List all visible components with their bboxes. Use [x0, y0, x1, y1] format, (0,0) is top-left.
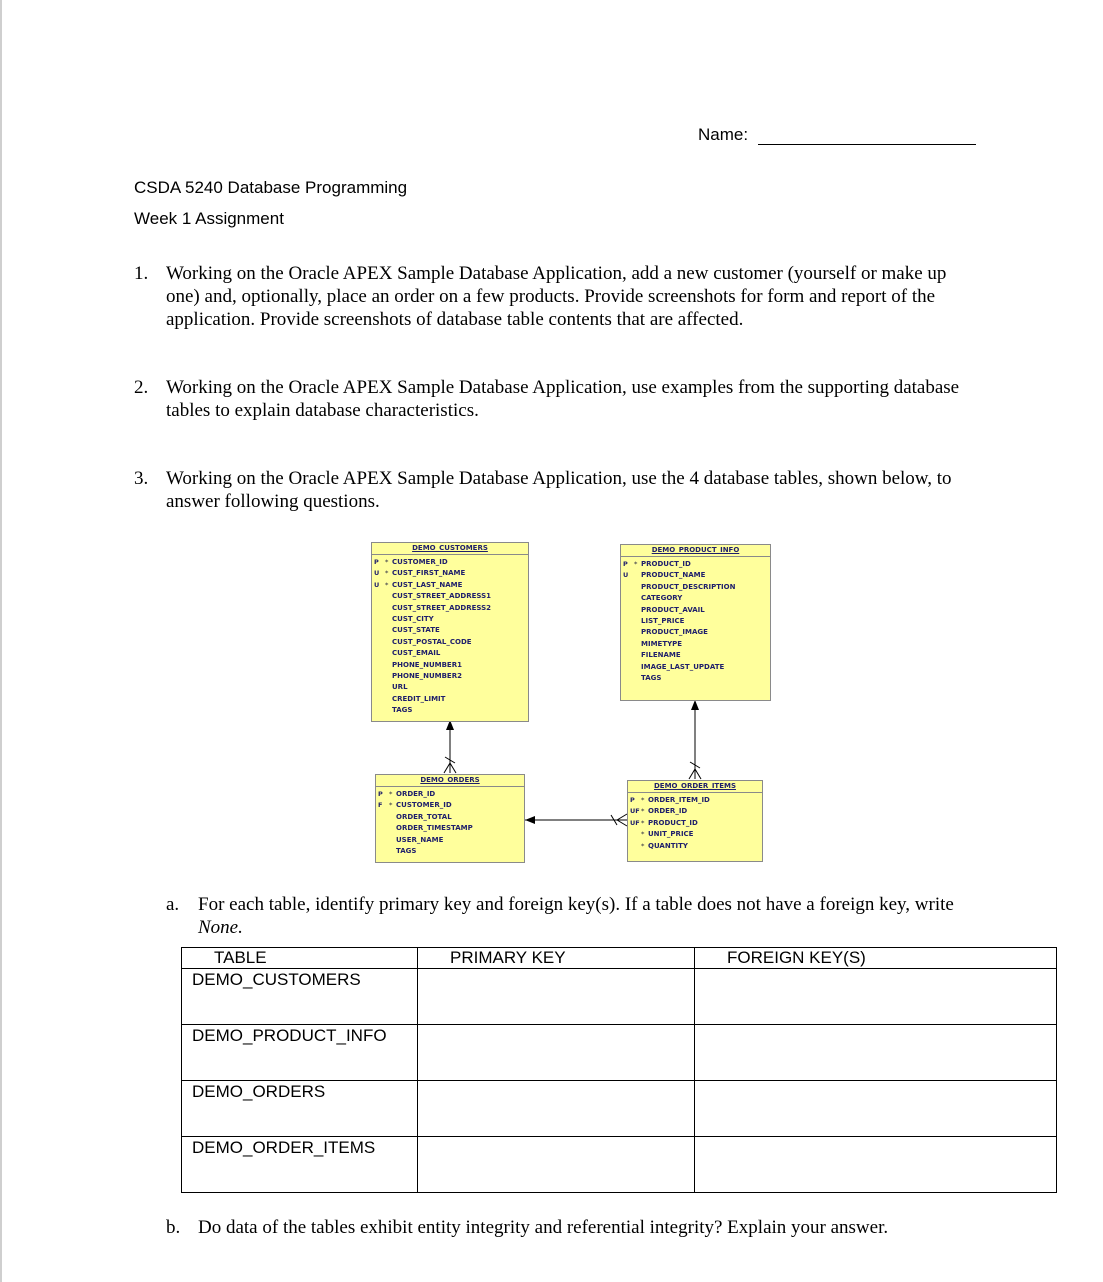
entity-name: DEMO_PRODUCT_INFO	[621, 545, 770, 557]
assignment-title: Week 1 Assignment	[134, 209, 284, 228]
primary-key-cell[interactable]	[418, 1081, 695, 1137]
column-name: LIST_PRICE	[641, 616, 685, 625]
entity-columns	[621, 557, 770, 684]
question-text: Working on the Oracle APEX Sample Database Application, use the 4 database tables, shown below, to answer following questions.	[166, 468, 952, 512]
part-text: Do data of the tables exhibit entity integrity and referential integrity? Explain your answer.	[198, 1217, 889, 1238]
required-flag: *	[385, 569, 389, 578]
entity-column	[621, 570, 770, 581]
table-name-cell: DEMO_ORDERS	[182, 1081, 418, 1137]
column-name: CUST_EMAIL	[392, 649, 441, 658]
table-name-cell: DEMO_ORDER_ITEMS	[182, 1137, 418, 1193]
entity-column	[372, 603, 528, 614]
required-flag: *	[641, 807, 645, 816]
column-name: PHONE_NUMBER2	[392, 671, 462, 680]
question-number: 3.	[134, 468, 149, 489]
crows-foot-mark	[695, 769, 701, 779]
entity-column	[372, 648, 528, 659]
question-number: 2.	[134, 377, 149, 398]
table-header-row	[182, 948, 1057, 969]
crows-foot-mark	[444, 763, 450, 773]
column-name: ORDER_TIMESTAMP	[396, 824, 473, 833]
entity-column	[621, 559, 770, 570]
required-flag: *	[385, 558, 389, 566]
entity-column	[621, 662, 770, 673]
column-name: ORDER_ID	[648, 807, 688, 816]
entity-column	[376, 835, 524, 846]
crows-foot-mark	[617, 814, 627, 820]
entity-column	[628, 818, 762, 829]
column-name: IMAGE_LAST_UPDATE	[641, 662, 725, 671]
entity-name: DEMO_CUSTOMERS	[372, 543, 528, 555]
course-title: CSDA 5240 Database Programming	[134, 178, 408, 197]
table-row	[182, 969, 1057, 1025]
required-flag: *	[385, 580, 389, 589]
part-label: a.	[166, 894, 180, 915]
table-row	[182, 1081, 1057, 1137]
table-row	[182, 1025, 1057, 1081]
key-flag: F	[378, 801, 383, 810]
column-name: CUSTOMER_ID	[396, 801, 452, 810]
key-flag: UF	[630, 818, 640, 827]
column-name: PRODUCT_NAME	[641, 571, 706, 580]
keys-table	[181, 947, 1057, 1193]
entity-column	[621, 673, 770, 684]
column-name: PRODUCT_ID	[648, 818, 698, 827]
required-flag: *	[641, 830, 645, 839]
column-name: CUST_STATE	[392, 626, 440, 635]
entity-column	[621, 650, 770, 661]
entity-column	[372, 671, 528, 682]
column-name: QUANTITY	[648, 841, 688, 850]
entity-column	[376, 823, 524, 834]
entity-demo-product-info	[620, 544, 771, 701]
entity-columns	[372, 555, 528, 716]
column-name: CUST_CITY	[392, 614, 434, 623]
key-flag: U	[374, 580, 380, 589]
primary-key-cell[interactable]	[418, 1025, 695, 1081]
part-text-italic: None.	[198, 917, 243, 938]
required-flag: *	[634, 560, 638, 568]
key-flag: P	[374, 558, 379, 566]
entity-column	[628, 806, 762, 817]
entity-column	[376, 846, 524, 857]
key-flag: U	[374, 569, 380, 578]
entity-column	[621, 593, 770, 604]
column-name: PHONE_NUMBER1	[392, 660, 462, 669]
entity-column	[372, 568, 528, 579]
entity-column	[372, 614, 528, 625]
column-name: CREDIT_LIMIT	[392, 694, 446, 703]
entity-column	[372, 557, 528, 568]
column-name: CUST_FIRST_NAME	[392, 569, 466, 578]
entity-column	[372, 580, 528, 591]
entity-column	[621, 627, 770, 638]
entity-column	[621, 639, 770, 650]
column-name: CUST_LAST_NAME	[392, 580, 463, 589]
column-name: ORDER_TOTAL	[396, 812, 452, 821]
key-flag: U	[623, 571, 629, 580]
entity-column	[376, 800, 524, 811]
column-name: MIMETYPE	[641, 639, 683, 648]
required-flag: *	[389, 801, 393, 810]
column-name: PRODUCT_AVAIL	[641, 605, 705, 614]
entity-column	[372, 694, 528, 705]
column-name: USER_NAME	[396, 835, 444, 844]
column-name: CUST_POSTAL_CODE	[392, 637, 472, 646]
entity-column	[372, 682, 528, 693]
name-label: Name:	[698, 125, 749, 144]
key-flag: P	[630, 796, 635, 804]
foreign-keys-cell[interactable]	[695, 969, 1057, 1025]
column-name: PRODUCT_IMAGE	[641, 628, 708, 637]
primary-key-cell[interactable]	[418, 969, 695, 1025]
entity-column	[372, 637, 528, 648]
entity-demo-customers	[371, 542, 529, 722]
entity-column	[621, 605, 770, 616]
column-name: ORDER_ITEM_ID	[648, 796, 710, 804]
required-flag: *	[641, 796, 645, 804]
crows-foot-mark	[617, 820, 627, 826]
entity-column	[628, 829, 762, 840]
entity-demo-orders	[375, 774, 525, 863]
column-name: TAGS	[396, 846, 417, 855]
entity-column	[376, 812, 524, 823]
header-foreign-keys: FOREIGN KEY(S)	[695, 948, 1057, 969]
primary-key-cell[interactable]	[418, 1137, 695, 1193]
orders-arrowhead	[525, 816, 535, 824]
entity-column	[628, 795, 762, 806]
key-flag: UF	[630, 807, 640, 816]
column-name: TAGS	[392, 706, 413, 715]
foreign-keys-cell[interactable]	[695, 1081, 1057, 1137]
product-arrowhead	[691, 700, 699, 710]
column-name: PRODUCT_ID	[641, 560, 691, 568]
table-row	[182, 1137, 1057, 1193]
foreign-keys-cell[interactable]	[695, 1137, 1057, 1193]
required-flag: *	[389, 790, 393, 798]
entity-column	[621, 582, 770, 593]
crows-foot-mark	[689, 769, 695, 779]
entity-column	[372, 591, 528, 602]
question-text: Working on the Oracle APEX Sample Database Application, use examples from the supporting database tables to explain database characteristics.	[166, 377, 960, 421]
column-name: ORDER_ID	[396, 790, 436, 798]
header-primary-key: PRIMARY KEY	[418, 948, 695, 969]
column-name: CUSTOMER_ID	[392, 558, 448, 566]
key-flag: P	[378, 790, 383, 798]
table-name-cell: DEMO_PRODUCT_INFO	[182, 1025, 418, 1081]
entity-column	[372, 625, 528, 636]
question-text: Working on the Oracle APEX Sample Database Application, add a new customer (yourself or make up one) and, optionally, place an order on a few products. Provide screenshots for form and report of the application. Provide screenshots of database table contents that are affected.	[166, 263, 947, 330]
table-name-cell: DEMO_CUSTOMERS	[182, 969, 418, 1025]
key-flag: P	[623, 560, 628, 568]
column-name: CUST_STREET_ADDRESS2	[392, 603, 492, 612]
column-name: FILENAME	[641, 651, 681, 660]
part-label: b.	[166, 1217, 181, 1238]
entity-column	[372, 705, 528, 716]
column-name: PRODUCT_DESCRIPTION	[641, 582, 736, 591]
column-name: CATEGORY	[641, 594, 683, 603]
foreign-keys-cell[interactable]	[695, 1025, 1057, 1081]
entity-column	[628, 841, 762, 852]
entity-column	[372, 660, 528, 671]
entity-column	[376, 789, 524, 800]
entity-columns	[628, 793, 762, 852]
crows-foot-mark	[450, 763, 456, 773]
entity-demo-order-items	[627, 780, 763, 862]
required-flag: *	[641, 841, 645, 850]
entity-name: DEMO_ORDERS	[376, 775, 524, 787]
column-name: UNIT_PRICE	[648, 830, 694, 839]
entity-column	[621, 616, 770, 627]
entity-name: DEMO_ORDER_ITEMS	[628, 781, 762, 793]
part-text: For each table, identify primary key and foreign key(s). If a table does not have a foreign key, write None.	[198, 894, 954, 938]
question-number: 1.	[134, 263, 149, 284]
column-name: URL	[392, 683, 408, 692]
header-table: TABLE	[182, 948, 418, 969]
column-name: TAGS	[641, 673, 662, 682]
entity-columns	[376, 787, 524, 857]
column-name: CUST_STREET_ADDRESS1	[392, 592, 492, 601]
required-flag: *	[641, 818, 645, 827]
